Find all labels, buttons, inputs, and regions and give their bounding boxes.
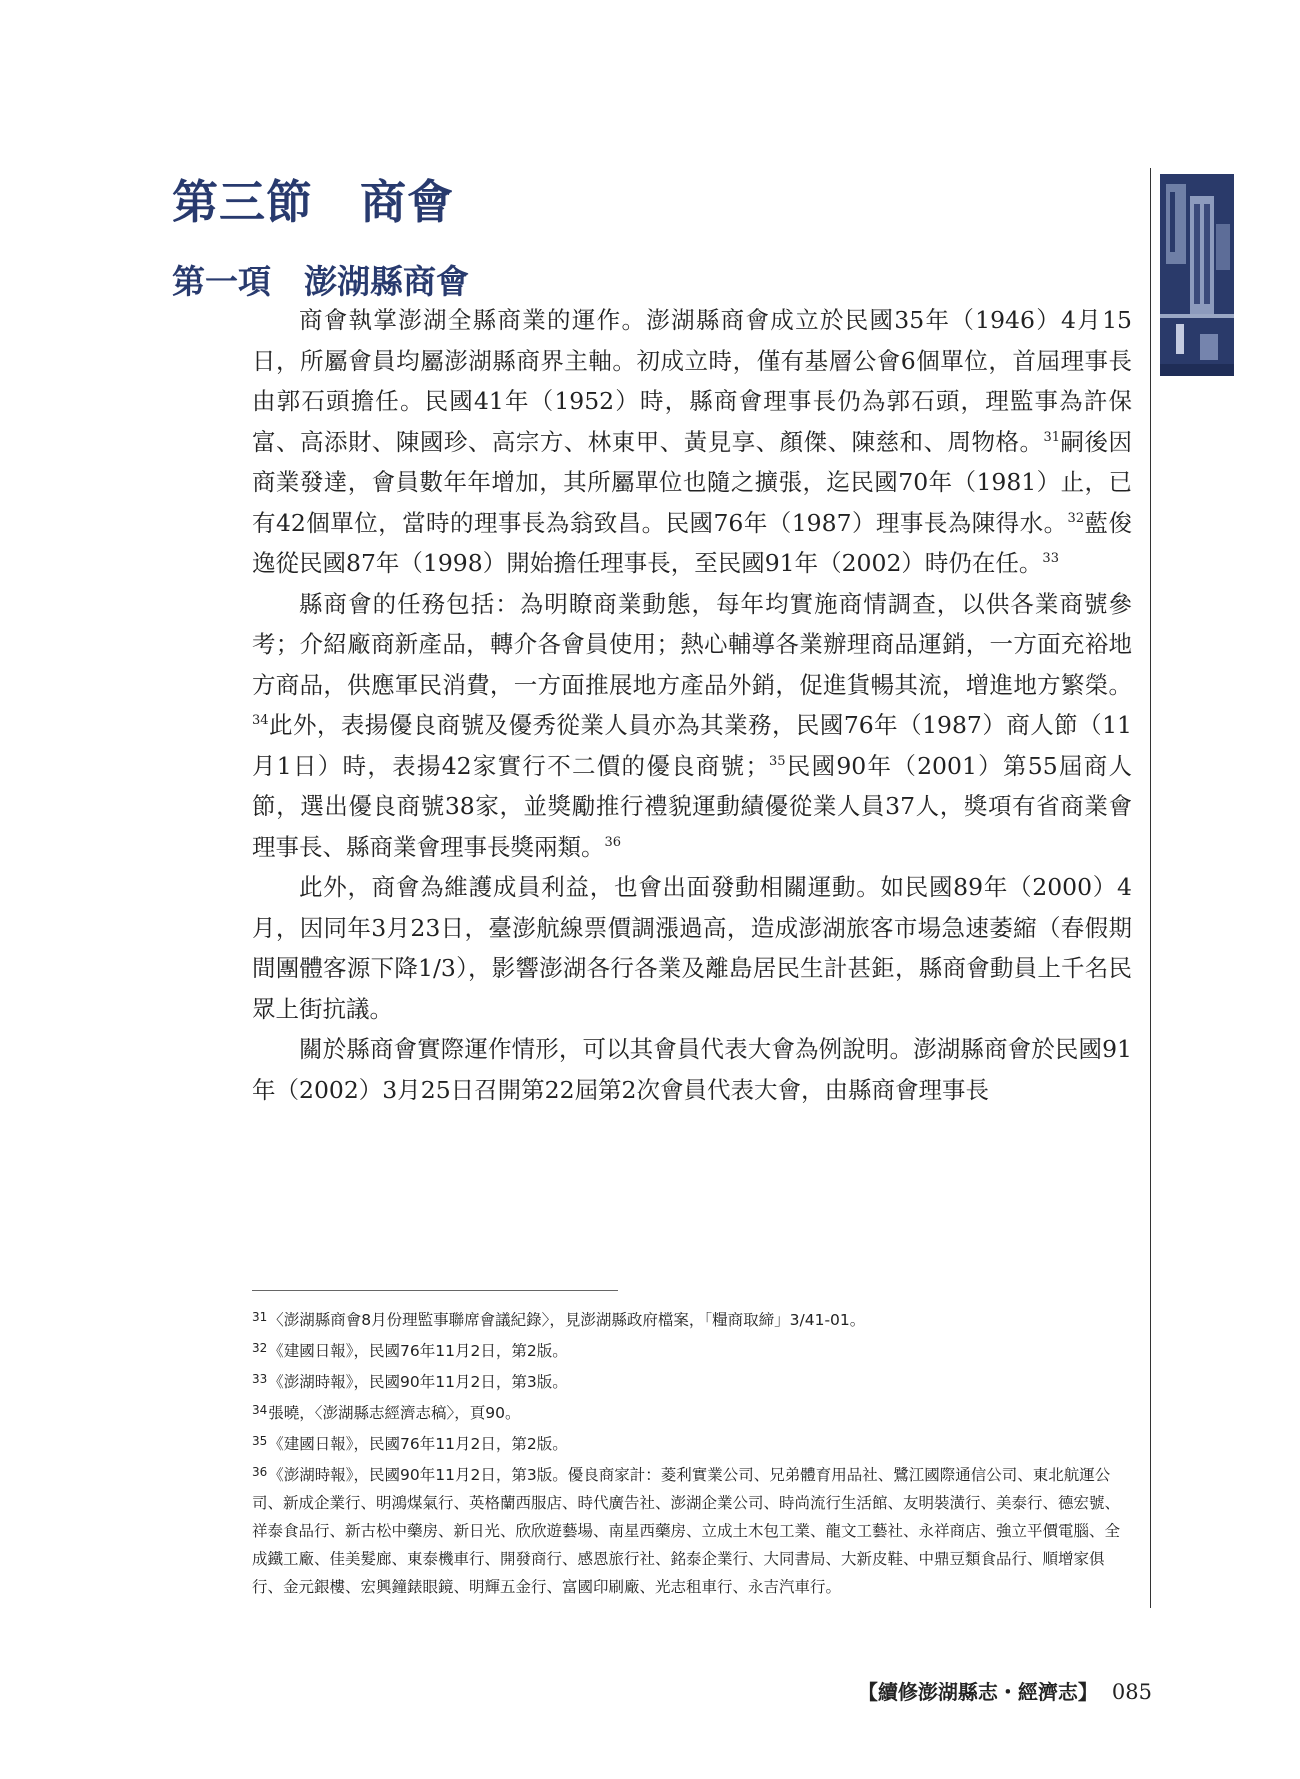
- paragraph-2-text-c: 民國90年（2001）第55屆商人節，選出優良商號38家，並獎勵推行禮貌運動績優從業人員37人，獎項有省商業會理事長、縣商業會理事長獎兩類。: [252, 751, 1132, 861]
- paragraph-2-text-b: 此外，表揚優良商號及優秀從業人員亦為其業務，民國76年（1987）商人節（11月1日）時，表揚42家實行不二價的優良商號；: [252, 711, 1132, 780]
- item-title: 第一項 澎湖縣商會: [172, 262, 469, 301]
- footnote-33: $^{33}$《澎湖時報》，民國90年11月2日，第3版。: [252, 1372, 568, 1391]
- footnotes: [252, 1303, 1132, 1601]
- paragraph-1-text-c: 藍俊逸從民國87年（1998）開始擔任理事長，至民國91年（2002）時仍在任。: [252, 508, 1132, 577]
- footnote-ref-33[interactable]: 33: [1042, 551, 1059, 566]
- page-footer: [858, 1676, 1152, 1705]
- body-text: [252, 300, 1132, 1110]
- building-photo-icon: [1160, 174, 1234, 376]
- footnote-divider: [252, 1290, 618, 1291]
- chapter-thumbnail-image: [1160, 174, 1234, 376]
- paragraph-3-text: 此外，商會為維護成員利益，也會出面發動相關運動。如民國89年（2000）4月，因同年3月23日，臺澎航線票價調漲過高，造成澎湖旅客市場急速萎縮（春假期間團體客源下降1/3），影響澎湖各行各業及離島居民生計甚鉅，縣商會動員上千名民眾上街抗議。: [252, 873, 1132, 1023]
- paragraph-2: [252, 584, 1132, 868]
- footnote-35: $^{35}$《建國日報》，民國76年11月2日，第2版。: [252, 1434, 568, 1453]
- footnote-ref-36[interactable]: 36: [604, 834, 622, 850]
- page-number: 085: [1111, 1680, 1152, 1704]
- footnote-31: $^{31}$〈澎湖縣商會8月份理監事聯席會議紀錄〉，見澎湖縣政府檔案，「糧商取締」3/41-01。: [252, 1310, 866, 1329]
- paragraph-3: [252, 867, 1132, 1029]
- footnote-36: $^{36}$《澎湖時報》，民國90年11月2日，第3版。優良商家計：菱利實業公司、兄弟體育用品社、鷺江國際通信公司、東北航運公司、新成企業行、明鴻煤氣行、英格蘭西服店、時代廣告社、澎湖企業公司、時尚流行生活館、友明裝潢行、美泰行、德宏號、祥泰食品行、新古松中藥房、新日光、欣欣遊藝場、南星西藥房、立成土木包工業、龍文工藝社、永祥商店、強立平價電腦、全成鐵工廠、佳美髮廊、東泰機車行、開發商行、感恩旅行社、銘泰企業行、大同書局、大新皮鞋、中鼎豆類食品行、順增家俱行、金元銀樓、宏興鐘錶眼鏡、明輝五金行、富國印刷廠、光志租車行、永吉汽車行。: [252, 1465, 1121, 1596]
- footnote-ref-32[interactable]: 32: [1067, 510, 1085, 526]
- paragraph-4: [252, 1029, 1132, 1110]
- footnote-34: $^{34}$張曉，〈澎湖縣志經濟志稿〉，頁90。: [252, 1403, 521, 1422]
- book-title: 【續修澎湖縣志・經濟志】: [857, 1680, 1098, 1704]
- paragraph-1-text-b: 嗣後因商業發達，會員數年年增加，其所屬單位也隨之擴張，迄民國70年（1981）止，已有42個單位，當時的理事長為翁致昌。民國76年（1987）理事長為陳得水。: [252, 427, 1133, 537]
- footnote-ref-35[interactable]: 35: [768, 753, 786, 769]
- section-title: 第三節 商會: [172, 175, 454, 229]
- paragraph-4-text: 關於縣商會實際運作情形，可以其會員代表大會為例說明。澎湖縣商會於民國91年（2002）3月25日召開第22屆第2次會員代表大會，由縣商會理事長: [252, 1035, 1132, 1104]
- footnote-ref-34[interactable]: 34: [252, 713, 269, 728]
- paragraph-1-text-a: 商會執掌澎湖全縣商業的運作。澎湖縣商會成立於民國35年（1946）4月15日，所屬會員均屬澎湖縣商界主軸。初成立時，僅有基層公會6個單位，首屆理事長由郭石頭擔任。民國41年（1952）時，縣商會理事長仍為郭石頭，理監事為許保富、高添財、陳國珍、高宗方、林東甲、黃見享、顏傑、陳慈和、周物格。: [252, 306, 1132, 456]
- footnote-ref-31[interactable]: 31: [1043, 429, 1061, 445]
- footnote-32: $^{32}$《建國日報》，民國76年11月2日，第2版。: [252, 1341, 568, 1360]
- paragraph-2-text-a: 縣商會的任務包括：為明瞭商業動態，每年均實施商情調查，以供各業商號參考；介紹廠商新產品，轉介各會員使用；熱心輔導各業辦理商品運銷，一方面充裕地方商品，供應軍民消費，一方面推展地方產品外銷，促進貨暢其流，增進地方繁榮。: [252, 589, 1132, 699]
- paragraph-1: [252, 300, 1132, 584]
- margin-rule: [1150, 168, 1151, 1608]
